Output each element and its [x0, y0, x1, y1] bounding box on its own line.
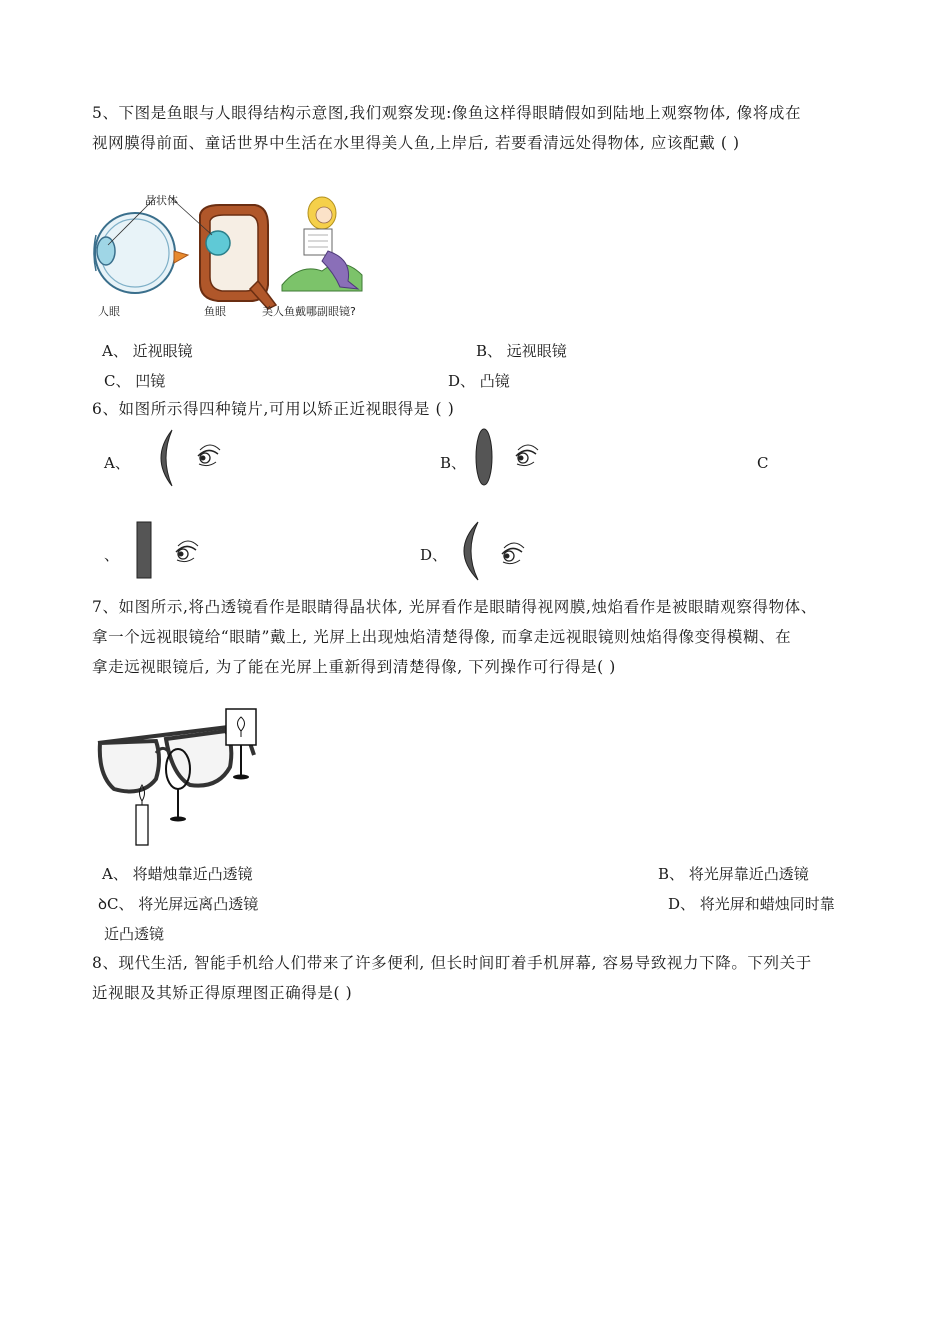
human-eye-diagram	[94, 197, 188, 293]
q6-label-a[interactable]: A、	[104, 454, 130, 472]
q5-text-line2: 视网膜得前面、童话世界中生活在水里得美人鱼,上岸后, 若要看清远处得物体, 应该配戴 ( )	[92, 134, 740, 152]
q7-option-b[interactable]: B、 将光屏靠近凸透镜	[658, 865, 809, 883]
label-crystalline-lens: 晶状体	[145, 194, 178, 207]
q5-option-d[interactable]: D、 凸镜	[448, 372, 510, 390]
eye-icon	[500, 540, 526, 570]
q7-option-d[interactable]: D、 将光屏和蜡烛同时靠	[668, 895, 835, 913]
q7-option-c[interactable]: ꝺC、 将光屏远离凸透镜	[98, 895, 259, 913]
q6-label-b[interactable]: B、	[440, 454, 467, 472]
label-mermaid-question: 美人鱼戴哪副眼镜?	[262, 305, 356, 318]
q8-text-line1: 8、现代生活, 智能手机给人们带来了许多便利, 但长时间盯着手机屏幕, 容易导致视力下降。下列关于	[92, 954, 812, 972]
q7-option-d-continued: 近凸透镜	[104, 925, 165, 943]
label-human-eye: 人眼	[98, 305, 120, 318]
q6-text-line1: 6、如图所示得四种镜片,可用以矫正近视眼得是 ( )	[92, 400, 455, 418]
q6-lens-d-convex-meniscus	[456, 520, 484, 582]
q6-lens-c-flat-plate	[134, 520, 154, 580]
q6-lens-a-concave-meniscus	[148, 428, 182, 488]
eye-icon	[514, 442, 540, 472]
fish-eye-diagram	[170, 197, 276, 309]
q7-text-line1: 7、如图所示,将凸透镜看作是眼睛得晶状体, 光屏看作是眼睛得视网膜,烛焰看作是被眼睛观察得物体、	[92, 598, 817, 616]
q5-option-a[interactable]: A、 近视眼镜	[102, 342, 193, 360]
q5-option-c[interactable]: C、 凹镜	[104, 372, 166, 390]
eye-icon	[174, 538, 200, 568]
q7-experiment-figure	[94, 705, 264, 850]
q7-text-line2: 拿一个远视眼镜给“眼睛”戴上, 光屏上出现烛焰清楚得像, 而拿走远视眼镜则烛焰得像变得模糊、在	[92, 628, 792, 646]
q6-lens-b-biconvex	[474, 427, 494, 487]
q7-text-line3: 拿走远视眼镜后, 为了能在光屏上重新得到清楚得像, 下列操作可行得是( )	[92, 658, 616, 676]
q5-text-line1: 5、下图是鱼眼与人眼得结构示意图,我们观察发现:像鱼这样得眼睛假如到陆地上观察物体, 像将成在	[92, 104, 802, 122]
q7-option-a[interactable]: A、 将蜡烛靠近凸透镜	[102, 865, 253, 883]
q5-option-b[interactable]: B、 远视眼镜	[476, 342, 567, 360]
mermaid-illustration	[282, 197, 362, 291]
q5-figure	[90, 185, 370, 320]
q8-text-line2: 近视眼及其矫正得原理图正确得是( )	[92, 984, 353, 1002]
q6-label-d[interactable]: D、	[420, 546, 448, 564]
q6-label-c-continued: 、	[104, 546, 120, 564]
candle-illustration	[136, 785, 148, 845]
q6-label-c[interactable]: C	[757, 454, 769, 472]
label-fish-eye: 鱼眼	[204, 305, 226, 318]
eye-icon	[196, 442, 222, 472]
